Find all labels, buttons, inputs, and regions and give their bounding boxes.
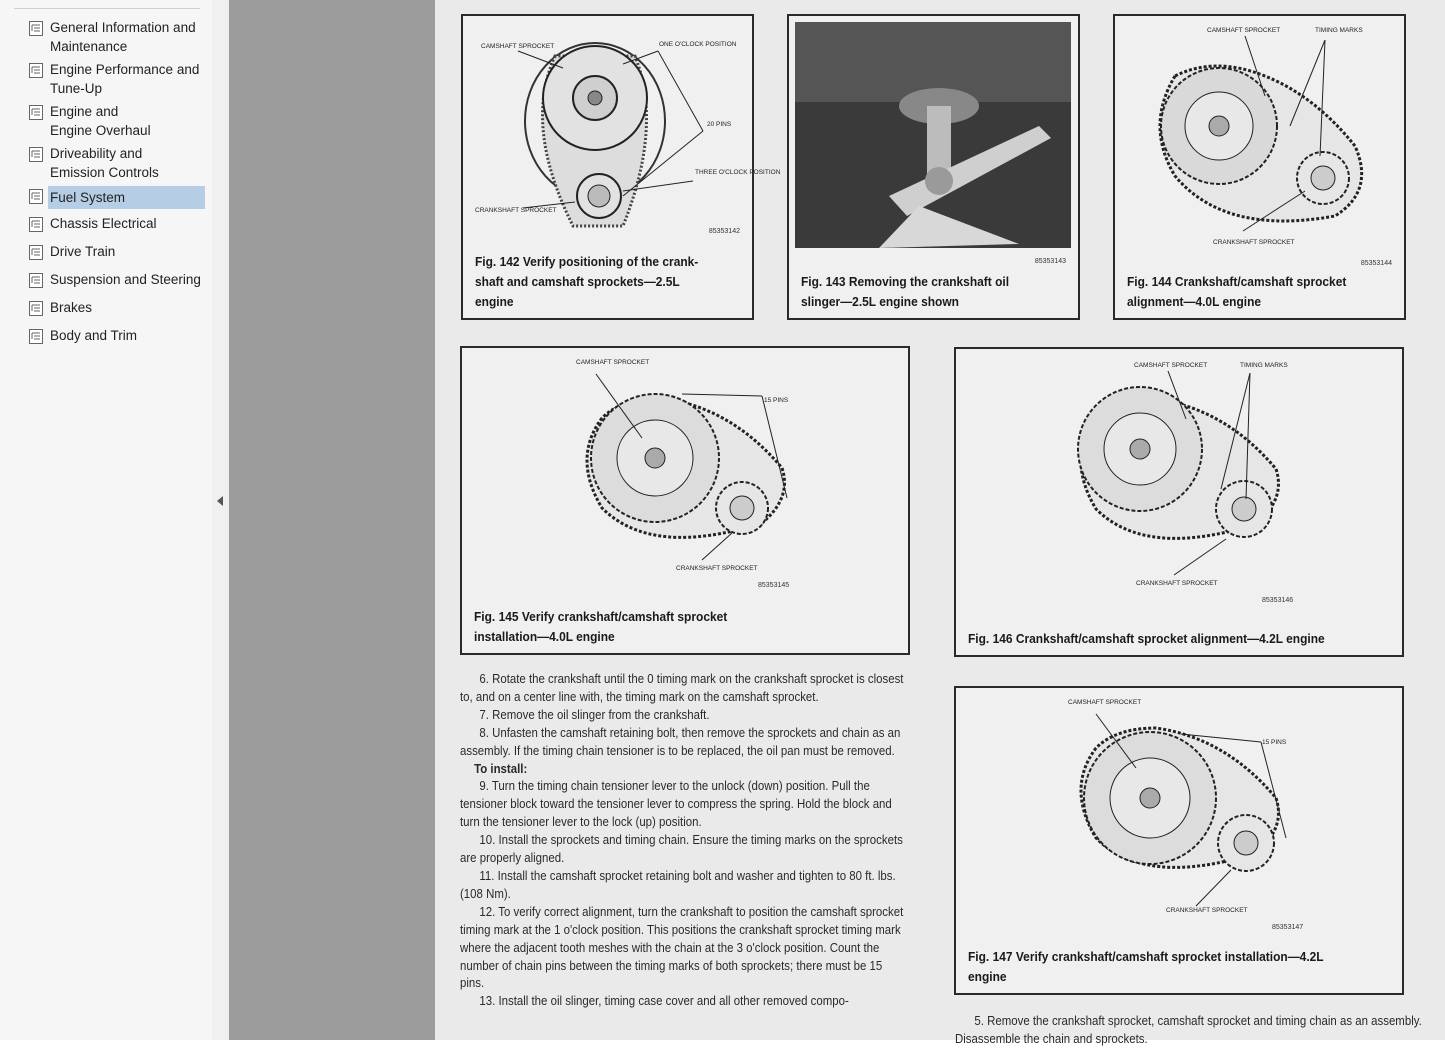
step-10: 10. Install the sprockets and timing chain. Ensure the timing marks on the sprockets are properly aligned. xyxy=(460,832,903,866)
figure-caption: Fig. 143 Removing the crankshaft oil slinger—2.5L engine shown xyxy=(801,274,1010,309)
toc-item-driveability[interactable] xyxy=(0,144,212,182)
toc-label: Brakes xyxy=(50,300,93,315)
label-crankshaft-sprocket: CRANKSHAFT SPROCKET xyxy=(1166,907,1248,914)
figure-146-drawing xyxy=(956,349,1402,655)
document-tree-icon xyxy=(29,21,43,36)
label-15-pins: 15 PINS xyxy=(1262,739,1287,746)
figure-144 xyxy=(1113,14,1406,320)
figure-143 xyxy=(787,14,1080,320)
toc-item-drive-train[interactable] xyxy=(0,242,212,266)
toc-item-engine-performance[interactable] xyxy=(0,60,212,98)
toc-label: Body and Trim xyxy=(50,328,138,343)
step-8: 8. Unfasten the camshaft retaining bolt, then remove the sprockets and chain as an assembly. If the timing chain tensioner is to be replaced, the oil pan must be removed. xyxy=(460,724,901,758)
label-camshaft-sprocket: CAMSHAFT SPROCKET xyxy=(481,43,555,50)
document-tree-icon xyxy=(29,63,43,78)
document-tree-icon xyxy=(29,189,43,204)
scanned-page xyxy=(435,0,1445,1046)
label-camshaft-sprocket: CAMSHAFT SPROCKET xyxy=(576,359,650,366)
step-6: 6. Rotate the crankshaft until the 0 timing mark on the crankshaft sprocket is closest to, and on a center line with, the timing mark on the camshaft sprocket. xyxy=(460,671,904,704)
toc-item-chassis-electrical[interactable] xyxy=(0,214,212,238)
label-camshaft-sprocket: CAMSHAFT SPROCKET xyxy=(1134,362,1208,369)
collapse-left-arrow-icon[interactable] xyxy=(217,496,223,506)
toc-list xyxy=(0,18,212,354)
label-crankshaft-sprocket: CRANKSHAFT SPROCKET xyxy=(475,207,557,214)
toc-label-line1: Engine and xyxy=(50,104,119,119)
toc-item-suspension-steering[interactable] xyxy=(0,270,212,294)
toc-item-brakes[interactable] xyxy=(0,298,212,322)
document-tree-icon xyxy=(29,245,43,260)
label-timing-marks: TIMING MARKS xyxy=(1240,362,1288,369)
sidebar-toc xyxy=(0,0,213,1040)
figure-142 xyxy=(461,14,781,320)
toc-label: Drive Train xyxy=(50,244,116,259)
toc-label-line1: Engine Performance and xyxy=(50,62,200,77)
document-viewer[interactable] xyxy=(229,0,1445,1046)
document-tree-icon xyxy=(29,301,43,316)
document-tree-icon xyxy=(29,105,43,120)
toc-label-line2: Emission Controls xyxy=(50,165,159,180)
divider xyxy=(14,8,200,9)
figure-147 xyxy=(954,686,1404,995)
label-15-pins: 15 PINS xyxy=(764,397,789,404)
figure-code: 85353144 xyxy=(1360,260,1392,267)
label-camshaft-sprocket: CAMSHAFT SPROCKET xyxy=(1068,699,1142,706)
step-9: 9. Turn the timing chain tensioner lever to the unlock (down) position. Pull the tensioner block toward the tensioner lever to compress the spring. Hold the block and turn the tensioner lever to the lock (up) position. xyxy=(460,778,892,830)
label-crankshaft-sprocket: CRANKSHAFT SPROCKET xyxy=(1136,580,1218,587)
label-three-oclock: THREE O'CLOCK POSITION xyxy=(695,169,781,176)
toc-item-body-trim[interactable] xyxy=(0,326,212,350)
figure-caption: Fig. 142 Verify positioning of the crank-shaft and camshaft sprockets—2.5L engine xyxy=(475,254,699,309)
figure-caption: Fig. 145 Verify crankshaft/camshaft sprocket installation—4.0L engine xyxy=(474,609,728,644)
to-install-heading: To install: xyxy=(474,760,528,776)
figure-146 xyxy=(954,347,1404,657)
step-13: 13. Install the oil slinger, timing case cover and all other removed compo- xyxy=(479,993,849,1009)
toc-label: Fuel System xyxy=(48,186,205,209)
figure-caption: Fig. 144 Crankshaft/camshaft sprocket alignment—4.0L engine xyxy=(1127,274,1347,309)
toc-item-general-information[interactable] xyxy=(0,18,212,56)
figure-code: 85353143 xyxy=(1034,258,1066,265)
figure-code: 85353147 xyxy=(1272,924,1304,931)
step-5: 5. Remove the crankshaft sprocket, camshaft sprocket and timing chain as an assembly. Disassemble the chain and sprockets. xyxy=(955,1013,1422,1046)
document-tree-icon xyxy=(29,147,43,162)
step-12: 12. To verify correct alignment, turn the crankshaft to position the camshaft sprocket timing mark at the 1 o'clock position. This positions the crankshaft sprocket timing mark where the adjacent tooth meshes with the chain at the 3 o'clock position. Count the number of chain pins between the timing marks of both sprockets; there must be 15 pins. xyxy=(460,903,904,991)
toc-item-fuel-system[interactable] xyxy=(0,186,212,210)
document-tree-icon xyxy=(29,273,43,288)
document-tree-icon xyxy=(29,217,43,232)
figure-code: 85353146 xyxy=(1262,597,1294,604)
toc-label-line2: Engine Overhaul xyxy=(50,123,151,138)
sidebar-splitter[interactable] xyxy=(212,0,230,1040)
toc-label-line2: Maintenance xyxy=(50,39,128,54)
toc-label-line2: Tune-Up xyxy=(50,81,103,96)
step-7: 7. Remove the oil slinger from the crankshaft. xyxy=(479,706,710,722)
toc-label: Suspension and Steering xyxy=(50,272,201,287)
procedure-text xyxy=(460,670,909,1010)
label-crankshaft-sprocket: CRANKSHAFT SPROCKET xyxy=(1213,239,1295,246)
procedure-text-right xyxy=(955,1012,1430,1048)
figure-code: 85353142 xyxy=(708,228,740,235)
toc-label-line1: Driveability and xyxy=(50,146,143,161)
label-one-oclock: ONE O'CLOCK POSITION xyxy=(659,41,737,48)
document-tree-icon xyxy=(29,329,43,344)
label-crankshaft-sprocket: CRANKSHAFT SPROCKET xyxy=(676,565,758,572)
toc-label: Chassis Electrical xyxy=(50,216,157,231)
step-11: 11. Install the camshaft sprocket retaining bolt and washer and tighten to 80 ft. lbs. (108 Nm). xyxy=(460,867,896,901)
figure-145 xyxy=(460,346,910,655)
toc-label-line1: General Information and xyxy=(50,20,196,35)
label-camshaft-sprocket: CAMSHAFT SPROCKET xyxy=(1207,27,1281,34)
label-20-pins: 20 PINS xyxy=(707,121,732,128)
figure-code: 85353145 xyxy=(758,582,790,589)
figure-caption: Fig. 147 Verify crankshaft/camshaft sprocket installation—4.2L engine xyxy=(968,949,1324,984)
toc-item-engine-overhaul[interactable] xyxy=(0,102,212,140)
label-timing-marks: TIMING MARKS xyxy=(1315,27,1363,34)
figure-caption: Fig. 146 Crankshaft/camshaft sprocket alignment—4.2L engine xyxy=(968,631,1325,646)
